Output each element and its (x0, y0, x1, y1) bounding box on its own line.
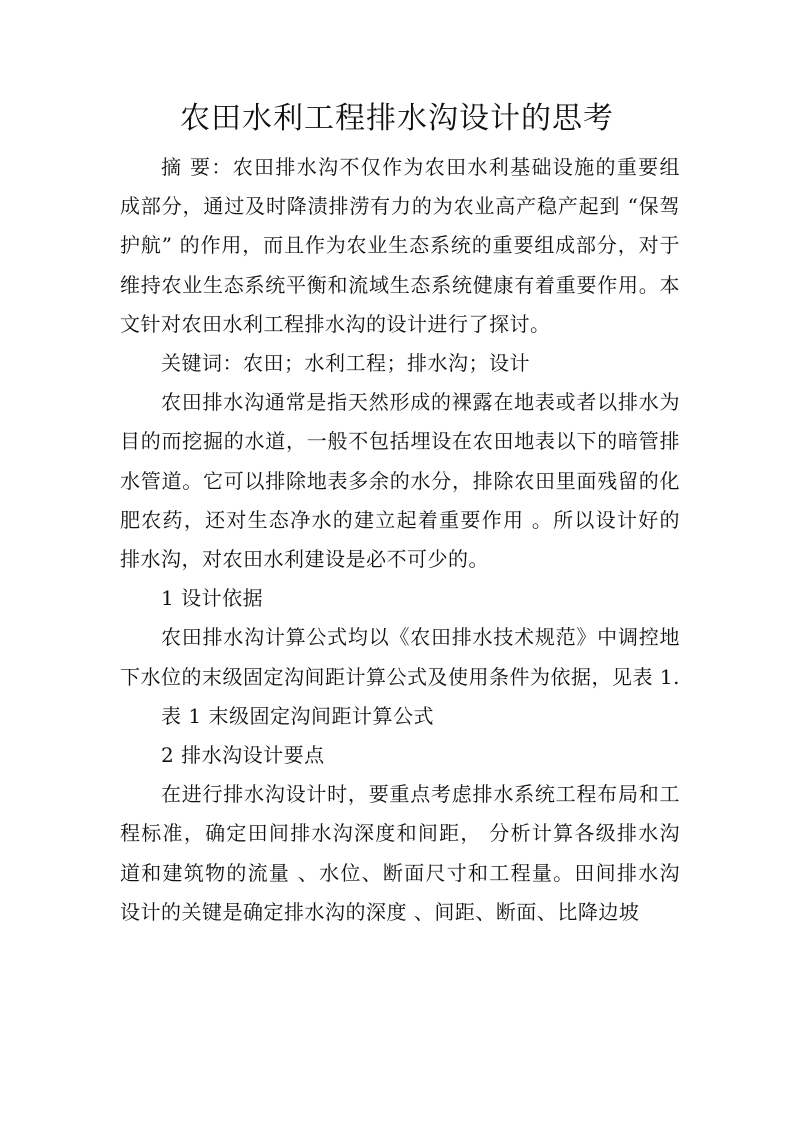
design-paragraph: 在进行排水沟设计时，要重点考虑排水系统工程布局和工程标准，确定田间排水沟深度和间距， 分析计算各级排水沟道和建筑物的流量 、水位、断面尺寸和工程量。田间排水沟设计的关键是确定排水沟的深度 、间距、断面、比降边坡 (120, 782, 680, 924)
document-body (120, 148, 680, 932)
abstract-paragraph: 摘 要：农田排水沟不仅作为农田水利基础设施的重要组成部分，通过及时降渍排涝有力的为农业高产稳产起到 “保驾护航” 的作用，而且作为农业生态系统的重要组成部分，对于维持农业生态系统平衡和流域生态系统健康有着重要作用。本文针对农田水利工程排水沟的设计进行了探讨。 (120, 155, 680, 336)
section-heading-2: 2 排水沟设计要点 (161, 743, 325, 768)
section-heading-1: 1 设计依据 (161, 586, 264, 611)
intro-paragraph: 农田排水沟通常是指天然形成的裸露在地表或者以排水为目的而挖掘的水道，一般不包括埋设在农田地表以下的暗管排水管道。它可以排除地表多余的水分，排除农田里面残留的化肥农药，还对生态净水的建立起着重要作用 。所以设计好的排水沟，对农田水利建设是必不可少的。 (120, 390, 680, 572)
keywords-paragraph: 关键词：农田；水利工程；排水沟；设计 (161, 351, 530, 376)
table-caption: 表 1 末级固定沟间距计算公式 (161, 703, 434, 728)
basis-paragraph: 农田排水沟计算公式均以《农田排水技术规范》中调控地下水位的末级固定沟间距计算公式及使用条件为依据，见表 1. (120, 625, 680, 689)
document-title: 农田水利工程排水沟设计的思考 (180, 101, 614, 136)
